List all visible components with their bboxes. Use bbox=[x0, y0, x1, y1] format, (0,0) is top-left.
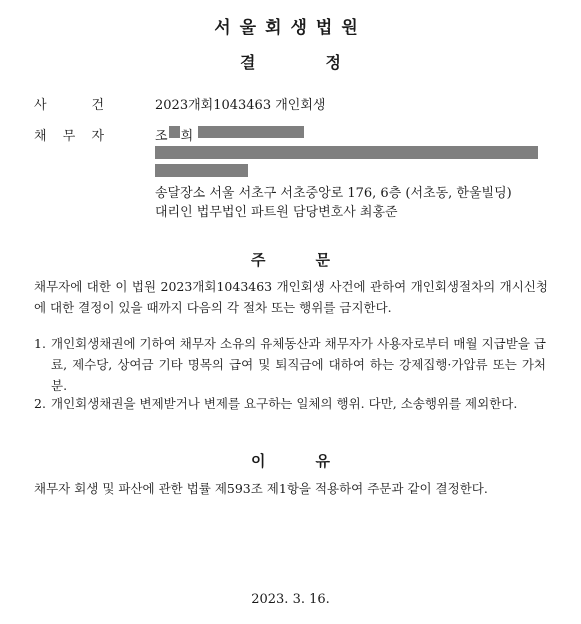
debtor-label-char: 자 bbox=[91, 129, 104, 144]
debtor-name-first: 조 bbox=[155, 129, 168, 144]
case-number: 2023개회1043463 개인회생 bbox=[155, 98, 326, 113]
doc-type-right: 정 bbox=[325, 53, 341, 72]
order-item-number: 2. bbox=[34, 396, 46, 411]
service-address: 송달장소 서울 서초구 서초중앙로 176, 6층 (서초동, 한울빌딩) bbox=[155, 186, 512, 201]
order-list-item bbox=[34, 393, 546, 414]
debtor-label-char: 무 bbox=[62, 129, 76, 144]
legal-agent: 대리인 법무법인 파트원 담당변호사 최홍준 bbox=[155, 205, 398, 220]
order-item-text: 개인회생채권에 기하여 채무자 소유의 유체동산과 채무자가 사용자로부터 매월 지급받을 급료, 제수당, 상여금 기타 명목의 급여 및 퇴직금에 대하여 하는 강제집행·가압류 또는 가처분. bbox=[51, 336, 546, 393]
reason-paragraph: 채무자 회생 및 파산에 관한 법률 제593조 제1항을 적용하여 주문과 같이 결정한다. bbox=[34, 481, 488, 496]
case-label bbox=[34, 94, 104, 113]
order-paragraph: 채무자에 대한 이 법원 2023개회1043463 개인회생 사건에 관하여 개인회생절차의 개시신청에 대한 결정이 있을 때까지 다음의 각 절차 또는 행위를 금지한다. bbox=[34, 279, 548, 315]
debtor-name-last: 희 bbox=[180, 129, 194, 144]
decision-date: 2023. 3. 16. bbox=[251, 592, 330, 607]
document-type-title bbox=[0, 50, 581, 73]
redaction-block bbox=[198, 126, 304, 138]
reason-title-left: 이 bbox=[251, 452, 266, 470]
case-label-char: 건 bbox=[91, 98, 104, 113]
court-name: 서울회생법원 bbox=[214, 18, 367, 38]
doc-type-left: 결 bbox=[240, 53, 256, 72]
order-list-item bbox=[34, 333, 546, 396]
order-item-number: 1. bbox=[34, 336, 46, 351]
order-title-left: 주 bbox=[251, 251, 266, 269]
reason-title-right: 유 bbox=[315, 452, 330, 470]
redaction-block bbox=[169, 126, 180, 138]
order-section-title bbox=[0, 249, 581, 270]
order-item-text: 개인회생채권을 변제받거나 변제를 요구하는 일체의 행위. 다만, 소송행위를 제외한다. bbox=[51, 396, 518, 411]
debtor-label-char: 채 bbox=[34, 129, 47, 144]
debtor-label bbox=[34, 125, 104, 144]
redaction-block bbox=[155, 146, 538, 159]
order-title-right: 문 bbox=[315, 251, 330, 269]
case-label-char: 사 bbox=[34, 98, 47, 113]
reason-section-title bbox=[0, 450, 581, 471]
redaction-block bbox=[155, 164, 248, 177]
